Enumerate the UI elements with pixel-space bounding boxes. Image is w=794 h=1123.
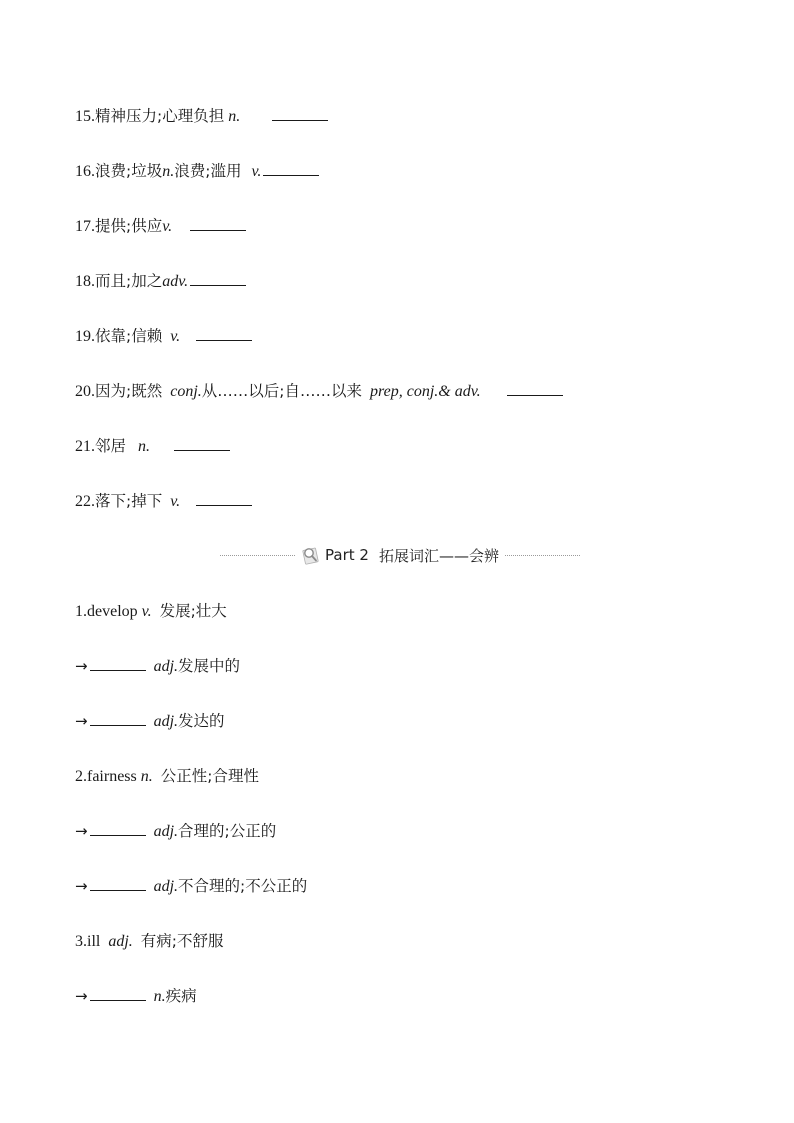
vocab-item-19 xyxy=(75,324,254,348)
derived-item xyxy=(75,874,307,898)
headword: 3.ill xyxy=(75,933,101,950)
item-meaning: 邻居 xyxy=(95,437,127,455)
answer-blank[interactable] xyxy=(190,216,246,231)
item-meaning-2: 浪费;滥用 xyxy=(174,162,242,180)
item-number: 17. xyxy=(75,218,95,235)
headword-meaning: 有病;不舒服 xyxy=(140,932,224,950)
item-number: 16. xyxy=(75,163,95,180)
arrow-icon: → xyxy=(75,877,88,895)
arrow-icon: → xyxy=(75,822,88,840)
derived-meaning: 发达的 xyxy=(178,712,225,730)
item-pos: n. xyxy=(228,108,241,125)
answer-blank[interactable] xyxy=(190,271,246,286)
word-entry-develop xyxy=(75,599,227,623)
arrow-icon: → xyxy=(75,712,88,730)
vocab-item-15 xyxy=(75,104,330,128)
item-pos: n. xyxy=(162,163,175,180)
word-entry-fairness xyxy=(75,764,259,788)
headword: 2.fairness xyxy=(75,768,137,785)
item-number: 18. xyxy=(75,273,95,290)
answer-blank[interactable] xyxy=(90,711,146,726)
answer-blank[interactable] xyxy=(174,436,230,451)
derived-pos: adj. xyxy=(153,823,179,840)
section-title-text: 拓展词汇——会辨 xyxy=(378,546,499,565)
vocab-item-22 xyxy=(75,489,254,513)
vocab-item-20: 20.因为;既然 conj.从……以后;自……以来 prep, conj.& adv. xyxy=(75,379,565,403)
section-title xyxy=(295,545,505,566)
section-header-part2 xyxy=(220,542,580,568)
derived-meaning: 发展中的 xyxy=(178,657,241,675)
magnifier-icon xyxy=(301,545,321,565)
derived-meaning: 疾病 xyxy=(165,987,197,1005)
answer-blank[interactable] xyxy=(90,986,146,1001)
derived-pos: adj. xyxy=(153,658,179,675)
section-part-label: Part 2 xyxy=(325,546,369,564)
headword-pos: adj. xyxy=(108,933,133,950)
answer-blank[interactable] xyxy=(90,656,146,671)
arrow-icon: → xyxy=(75,657,88,675)
item-pos: v. xyxy=(162,218,173,235)
item-pos-3: conj.& adv. xyxy=(406,383,481,400)
item-number: 22. xyxy=(75,493,95,510)
item-meaning: 因为;既然 xyxy=(95,382,163,400)
headword-meaning: 公正性;合理性 xyxy=(160,767,259,785)
item-number: 19. xyxy=(75,328,95,345)
item-pos: v. xyxy=(170,493,181,510)
vocab-item-21 xyxy=(75,434,232,458)
answer-blank[interactable] xyxy=(196,326,252,341)
answer-blank[interactable] xyxy=(90,876,146,891)
answer-blank[interactable] xyxy=(196,491,252,506)
item-meaning: 落下;掉下 xyxy=(95,492,163,510)
derived-item xyxy=(75,819,276,843)
item-pos: v. xyxy=(170,328,181,345)
headword-pos: v. xyxy=(141,603,152,620)
item-pos: conj. xyxy=(170,383,202,400)
item-number: 20. xyxy=(75,383,95,400)
item-pos-2: v. xyxy=(251,163,262,180)
word-entry-ill xyxy=(75,929,224,953)
derived-meaning: 合理的;公正的 xyxy=(178,822,277,840)
item-meaning: 依靠;信赖 xyxy=(95,327,163,345)
item-meaning: 而且;加之 xyxy=(95,272,163,290)
vocab-item-18 xyxy=(75,269,248,293)
vocab-item-17 xyxy=(75,214,248,238)
headword-meaning: 发展;壮大 xyxy=(159,602,227,620)
derived-item xyxy=(75,654,240,678)
item-number: 21. xyxy=(75,438,95,455)
headword: 1.develop xyxy=(75,603,138,620)
item-meaning: 浪费;垃圾 xyxy=(95,162,163,180)
item-meaning-2: 从……以后;自……以来 xyxy=(201,382,363,400)
derived-item xyxy=(75,984,197,1008)
derived-pos: adj. xyxy=(153,878,179,895)
answer-blank[interactable] xyxy=(507,381,563,396)
item-meaning: 精神压力;心理负担 xyxy=(95,107,225,125)
answer-blank[interactable] xyxy=(90,821,146,836)
headword-pos: n. xyxy=(140,768,153,785)
item-pos: adv. xyxy=(162,273,189,290)
answer-blank[interactable] xyxy=(272,106,328,121)
item-pos: n. xyxy=(138,438,151,455)
derived-item xyxy=(75,709,225,733)
arrow-icon: → xyxy=(75,987,88,1005)
item-meaning: 提供;供应 xyxy=(95,217,163,235)
item-pos-2: prep xyxy=(370,383,399,400)
derived-meaning: 不合理的;不公正的 xyxy=(178,877,308,895)
derived-pos: n. xyxy=(153,988,166,1005)
dotted-divider-left xyxy=(220,555,295,556)
derived-pos: adj. xyxy=(153,713,179,730)
vocab-item-16 xyxy=(75,159,321,183)
dotted-divider-right xyxy=(505,555,580,556)
answer-blank[interactable] xyxy=(263,161,319,176)
item-number: 15. xyxy=(75,108,95,125)
